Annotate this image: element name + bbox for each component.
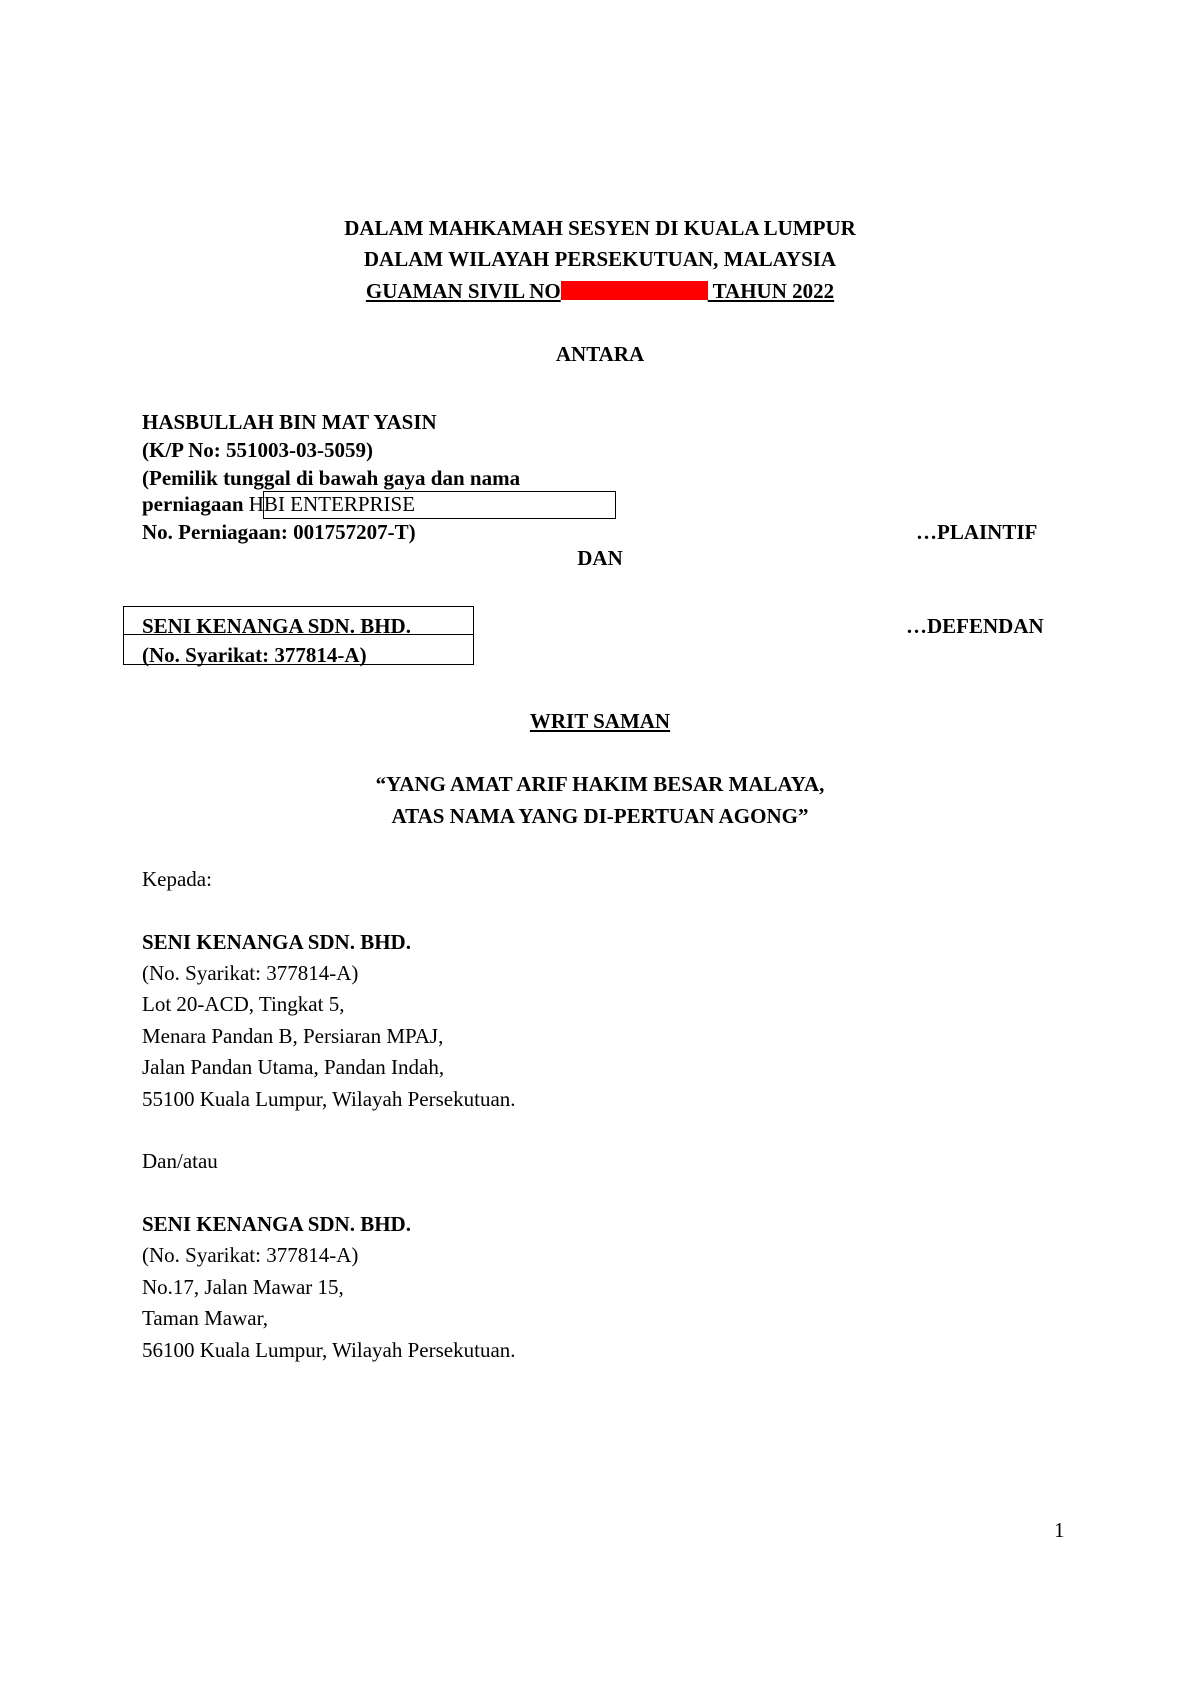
- plaintiff-role: …PLAINTIF: [916, 520, 1038, 544]
- page-number: 1: [1054, 1518, 1065, 1542]
- plaintiff-note-line2-prefix: perniagaan: [142, 492, 249, 516]
- plaintiff-note-line1: (Pemilik tunggal di bawah gaya dan nama: [142, 466, 521, 490]
- address1-line: 55100 Kuala Lumpur, Wilayah Persekutuan.: [142, 1087, 516, 1111]
- address2-name: SENI KENANGA SDN. BHD.: [142, 1212, 411, 1236]
- address1-line: Menara Pandan B, Persiaran MPAJ,: [142, 1024, 444, 1048]
- case-number-line: [0, 281, 1200, 302]
- redaction-block: [561, 281, 708, 300]
- and-or-label: Dan/atau: [142, 1149, 218, 1173]
- court-heading-line2: DALAM WILAYAH PERSEKUTUAN, MALAYSIA: [363, 247, 837, 271]
- business-name-box: [263, 491, 616, 519]
- defendant-company-no: (No. Syarikat: 377814-A): [142, 643, 367, 667]
- and-label: DAN: [577, 546, 623, 570]
- plaintiff-name: HASBULLAH BIN MAT YASIN: [142, 410, 437, 434]
- address2-line: 56100 Kuala Lumpur, Wilayah Persekutuan.: [142, 1338, 516, 1362]
- address1-line: Lot 20-ACD, Tingkat 5,: [142, 992, 345, 1016]
- address1-name: SENI KENANGA SDN. BHD.: [142, 930, 411, 954]
- court-heading-line1: DALAM MAHKAMAH SESYEN DI KUALA LUMPUR: [344, 216, 856, 240]
- plaintiff-reg-no: No. Perniagaan: 001757207-T): [142, 520, 416, 544]
- plaintiff-ic: (K/P No: 551003-03-5059): [142, 438, 373, 462]
- address1-company-no: (No. Syarikat: 377814-A): [142, 961, 359, 985]
- salutation-line1: “YANG AMAT ARIF HAKIM BESAR MALAYA,: [375, 772, 825, 796]
- business-name: HBI ENTERPRISE: [248, 492, 416, 516]
- address2-line: No.17, Jalan Mawar 15,: [142, 1275, 344, 1299]
- case-number-prefix: GUAMAN SIVIL NO: [365, 279, 561, 303]
- case-number-suffix: TAHUN 2022: [707, 279, 835, 303]
- address1-line: Jalan Pandan Utama, Pandan Indah,: [142, 1055, 445, 1079]
- defendant-name: SENI KENANGA SDN. BHD.: [142, 614, 411, 638]
- salutation-line2: ATAS NAMA YANG DI-PERTUAN AGONG”: [391, 804, 809, 828]
- to-label: Kepada:: [142, 867, 212, 891]
- document-title: WRIT SAMAN: [529, 709, 671, 733]
- address2-company-no: (No. Syarikat: 377814-A): [142, 1243, 359, 1267]
- address2-line: Taman Mawar,: [142, 1306, 268, 1330]
- defendant-role: …DEFENDAN: [906, 614, 1044, 638]
- between-label: ANTARA: [555, 342, 645, 366]
